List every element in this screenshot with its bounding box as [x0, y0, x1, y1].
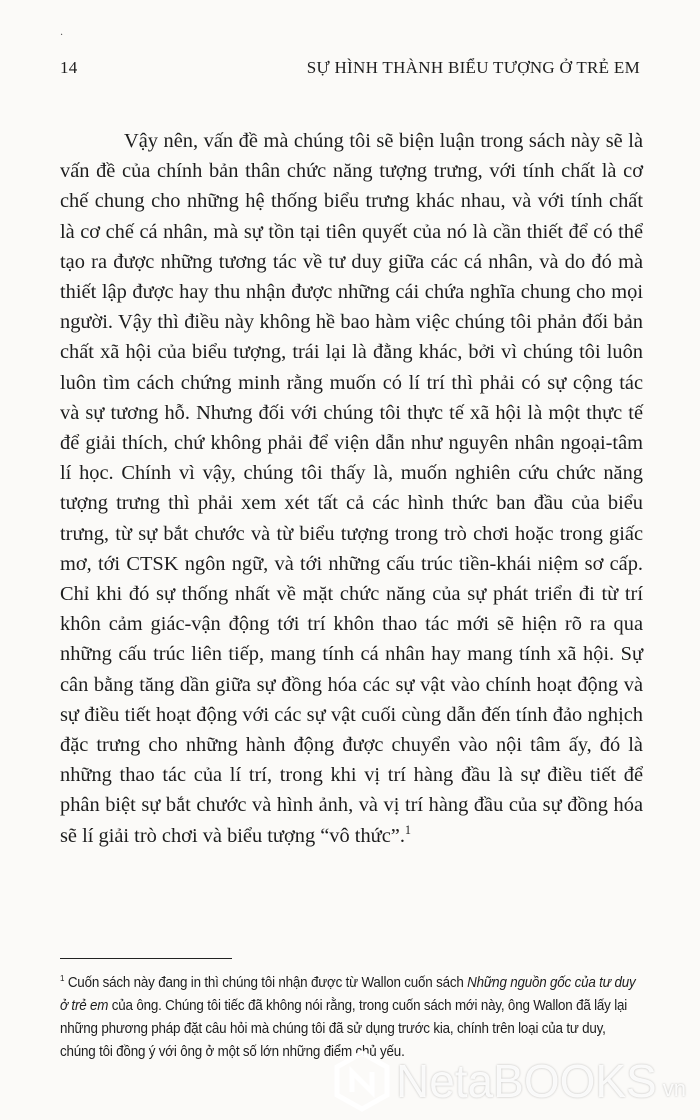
watermark-suffix: vn: [662, 1076, 686, 1101]
footnote-reference[interactable]: 1: [404, 822, 412, 837]
main-paragraph-text: Vậy nên, vấn đề mà chúng tôi sẽ biện luận trong sách này sẽ là vấn đề của chính bản thân chức năng tượng trưng, với tính chất là cơ chế chung cho những hệ thống biểu trưng khác nhau, và với tính chất là cơ chế cá nhân, mà sự tồn tại tiên quyết của nó là cần thiết để có thể tạo ra được những tương tác về tư duy giữa các cá nhân, và do đó mà thiết lập được hay thu nhận được những cái chứa nghĩa chung cho mọi người. Vậy thì điều này không hề bao hàm việc chúng tôi phản đối bản chất xã hội của biểu tượng, trái lại là đằng khác, bởi vì chúng tôi luôn luôn tìm cách chứng minh rằng muốn có lí trí thì phải có sự cộng tác và sự tương hỗ. Nhưng đối với chúng tôi thực tế xã hội là một thực tế để giải thích, chứ không phải để viện dẫn như nguyên nhân ngoại-tâm lí học. Chính vì vậy, chúng tôi thấy là, muốn nghiên cứu chức năng tượng trưng thì phải xem xét tất cả các hình thức ban đầu của biểu trưng, từ sự bắt chước và từ biểu tượng trong trò chơi hoặc trong giấc mơ, tới CTSK ngôn ngữ, và tới những cấu trúc tiền-khái niệm sơ cấp. Chỉ khi đó sự thống nhất về mặt chức năng của sự phát triển đi từ trí khôn cảm giác-vận động tới trí khôn thao tác mới sẽ hiện rõ ra qua những cấu trúc liên tiếp, mang tính cá nhân hay mang tính xã hội. Sự cân bằng tăng dần giữa sự đồng hóa các sự vật vào chính hoạt động và sự điều tiết hoạt động với các sự vật cuối cùng dẫn đến tính đảo nghịch đặc trưng cho những hành động được chuyển vào nội tâm ấy, đó là những thao tác của lí trí, trong khi vị trí hàng đầu là sự điều tiết để phân biệt sự bắt chước và hình ảnh, và vị trí hàng đầu của sự đồng hóa sẽ lí giải trò chơi và biểu tượng “vô thức”: [60, 130, 643, 847]
footnote-marker: 1: [60, 973, 65, 984]
netabooks-logo-icon: [334, 1050, 390, 1112]
footnote-text-before: Cuốn sách này đang in thì chúng tôi nhận được từ Wallon cuốn sách: [67, 975, 468, 991]
watermark: [334, 1050, 686, 1112]
page-speck: ·: [60, 30, 64, 41]
page-header: [60, 58, 640, 78]
footnote-text-after: của ông. Chúng tôi tiếc đã không nói rằng, trong cuốn sách mới này, ông Wallon đã lấy lại những phương pháp đặt câu hỏi mà chúng tôi đã sử dụng trước kia, chính trên loại của tư duy, chúng tôi đồng ý với ông ở một số lớn những điểm chủ yếu.: [60, 998, 628, 1060]
footnote-divider: [60, 958, 232, 959]
running-title: SỰ HÌNH THÀNH BIỂU TƯỢNG Ở TRẺ EM: [306, 58, 640, 77]
main-paragraph: Vậy nên, vấn đề mà chúng tôi sẽ biện luận trong sách này sẽ là vấn đề của chính bản thân chức năng tượng trưng, với tính chất là cơ chế chung cho những hệ thống biểu trưng khác nhau, và với tính chất là cơ chế cá nhân, mà sự tồn tại tiên quyết của nó là cần thiết để có thể tạo ra được những tương tác về tư duy giữa các cá nhân, và do đó mà thiết lập được hay thu nhận được những cái chứa nghĩa chung cho mọi người. Vậy thì điều này không hề bao hàm việc chúng tôi phản đối bản chất xã hội của biểu tượng, trái lại là đằng khác, bởi vì chúng tôi luôn luôn tìm cách chứng minh rằng muốn có lí trí thì phải có sự cộng tác và sự tương hỗ. Nhưng đối với chúng tôi thực tế xã hội là một thực tế để giải thích, chứ không phải để viện dẫn như nguyên nhân ngoại-tâm lí học. Chính vì vậy, chúng tôi thấy là, muốn nghiên cứu chức năng tượng trưng thì phải xem xét tất cả các hình thức ban đầu của biểu trưng, từ sự bắt chước và từ biểu tượng trong trò chơi hoặc trong giấc mơ, tới CTSK ngôn ngữ, và tới những cấu trúc tiền-khái niệm sơ cấp. Chỉ khi đó sự thống nhất về mặt chức năng của sự phát triển đi từ trí khôn cảm giác-vận động tới trí khôn thao tác mới sẽ hiện rõ ra qua những cấu trúc liên tiếp, mang tính cá nhân hay mang tính xã hội. Sự cân bằng tăng dần giữa sự đồng hóa các sự vật vào chính hoạt động và sự điều tiết hoạt động với các sự vật cuối cùng dẫn đến tính đảo nghịch đặc trưng cho những hành động được chuyển vào nội tâm ấy, đó là những thao tác của lí trí, trong khi vị trí hàng đầu là sự điều tiết để phân biệt sự bắt chước và hình ảnh, và vị trí hàng đầu của sự đồng hóa sẽ lí giải trò chơi và biểu tượng “vô thức”.$^1$: [60, 130, 643, 847]
page-number: 14: [60, 58, 78, 77]
watermark-brand: NetaBOOKS: [395, 1055, 657, 1107]
footnote-book-title: Những nguồn gốc của tư duy ở trẻ em: [60, 975, 636, 1014]
